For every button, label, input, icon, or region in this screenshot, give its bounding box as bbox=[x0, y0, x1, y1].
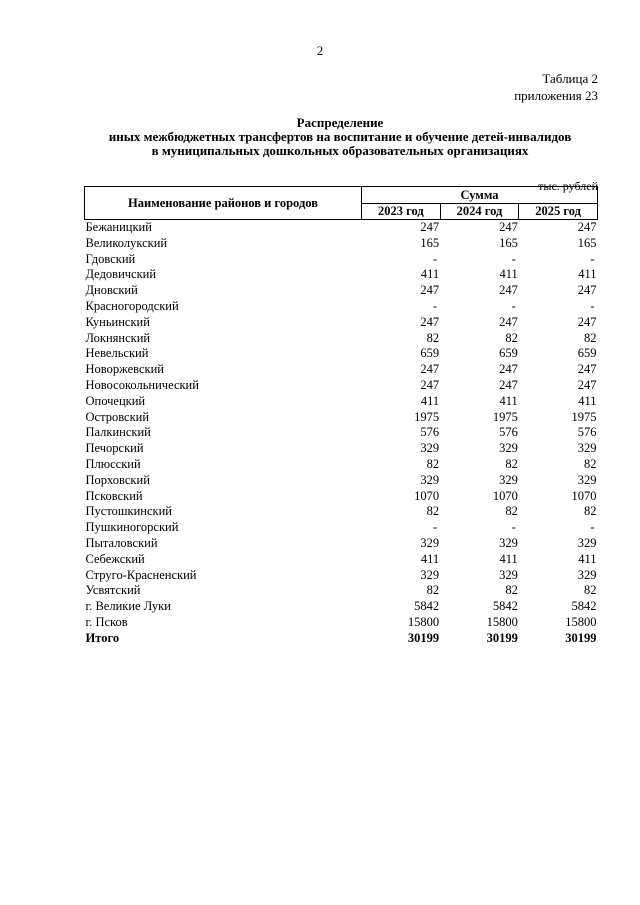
amount-cell: 30199 bbox=[486, 630, 518, 645]
amount-cell: 411 bbox=[420, 551, 440, 566]
amount-cell: 82 bbox=[584, 330, 597, 345]
amount-cell: 247 bbox=[499, 283, 518, 298]
amount-cell: 329 bbox=[420, 535, 440, 550]
district-name: Локнянский bbox=[85, 330, 151, 345]
amount-cell: 659 bbox=[577, 346, 597, 361]
district-name: Дновский bbox=[85, 283, 138, 298]
amount-cell: 247 bbox=[577, 220, 597, 234]
amount-cell: 82 bbox=[505, 456, 518, 471]
table-row bbox=[85, 283, 598, 299]
district-name: Пыталовский bbox=[85, 535, 158, 550]
amount-cell: 247 bbox=[420, 314, 440, 329]
amount-cell: 329 bbox=[499, 535, 518, 550]
district-name: Невельский bbox=[85, 346, 149, 361]
amount-cell: 247 bbox=[420, 362, 440, 377]
amount-cell: 411 bbox=[499, 267, 518, 282]
header-sum: Сумма bbox=[362, 187, 598, 204]
district-name: г. Великие Луки bbox=[85, 599, 171, 614]
amount-cell: 247 bbox=[577, 377, 597, 392]
table-row bbox=[85, 489, 598, 505]
amount-cell: 1975 bbox=[414, 409, 440, 424]
table-total-row bbox=[85, 631, 598, 647]
amount-cell: 82 bbox=[584, 456, 597, 471]
amount-cell: 5842 bbox=[414, 599, 440, 614]
table-row bbox=[85, 378, 598, 394]
district-name: Струго-Красненский bbox=[85, 567, 197, 582]
amount-cell: 82 bbox=[505, 504, 518, 519]
district-name: Дедовичский bbox=[85, 267, 157, 282]
amount-cell: 411 bbox=[499, 551, 518, 566]
table-row bbox=[85, 315, 598, 331]
amount-cell: 411 bbox=[578, 551, 597, 566]
amount-cell: 15800 bbox=[565, 614, 597, 629]
document-title bbox=[60, 116, 620, 158]
table-ref-line-2: приложения 23 bbox=[514, 88, 598, 103]
amount-cell: 247 bbox=[577, 314, 597, 329]
amount-cell: 329 bbox=[420, 567, 440, 582]
amount-cell: 576 bbox=[499, 425, 518, 440]
table-row bbox=[85, 615, 598, 631]
amount-cell: 1070 bbox=[571, 488, 597, 503]
amount-cell: 247 bbox=[499, 377, 518, 392]
amount-cell: - bbox=[511, 298, 516, 313]
total-label: Итого bbox=[85, 630, 120, 645]
table-row bbox=[85, 583, 598, 599]
amount-cell: - bbox=[590, 298, 595, 313]
table-row bbox=[85, 552, 598, 568]
district-name: Гдовский bbox=[85, 251, 136, 266]
allocation-table bbox=[84, 186, 598, 647]
district-name: Псковский bbox=[85, 488, 143, 503]
table-row bbox=[85, 410, 598, 426]
amount-cell: 82 bbox=[584, 583, 597, 598]
amount-cell: 329 bbox=[577, 441, 597, 456]
table-row bbox=[85, 331, 598, 347]
amount-cell: - bbox=[432, 251, 438, 266]
amount-cell: 82 bbox=[584, 504, 597, 519]
amount-cell: 82 bbox=[426, 330, 440, 345]
amount-cell: 329 bbox=[420, 441, 440, 456]
district-name: Порховский bbox=[85, 472, 150, 487]
district-name: Новоржевский bbox=[85, 362, 164, 377]
amount-cell: 329 bbox=[499, 441, 518, 456]
amount-cell: 411 bbox=[578, 393, 597, 408]
table-row bbox=[85, 473, 598, 489]
amount-cell: 5842 bbox=[571, 599, 597, 614]
table-reference bbox=[514, 70, 598, 104]
amount-cell: 247 bbox=[499, 314, 518, 329]
district-name: Палкинский bbox=[85, 425, 151, 440]
amount-cell: 329 bbox=[577, 535, 597, 550]
title-line-2: иных межбюджетных трансфертов на воспитание и обучение детей-инвалидов bbox=[108, 129, 572, 144]
district-name: Печорский bbox=[85, 441, 144, 456]
header-year-2024: 2024 год bbox=[440, 204, 519, 220]
amount-cell: 247 bbox=[499, 362, 518, 377]
amount-cell: 329 bbox=[577, 472, 597, 487]
table-row bbox=[85, 568, 598, 584]
amount-cell: - bbox=[511, 251, 516, 266]
table-row bbox=[85, 504, 598, 520]
title-line-3: в муниципальных дошкольных образовательных организациях bbox=[151, 143, 529, 158]
amount-cell: 411 bbox=[578, 267, 597, 282]
amount-cell: - bbox=[432, 298, 438, 313]
amount-cell: 15800 bbox=[486, 614, 518, 629]
table-row bbox=[85, 520, 598, 536]
table-row bbox=[85, 599, 598, 615]
title-line-1: Распределение bbox=[296, 115, 384, 130]
amount-cell: 411 bbox=[420, 393, 440, 408]
table-row bbox=[85, 425, 598, 441]
amount-cell: 1070 bbox=[414, 488, 440, 503]
amount-cell: 165 bbox=[420, 235, 440, 250]
district-name: г. Псков bbox=[85, 614, 128, 629]
amount-cell: 247 bbox=[420, 283, 440, 298]
units-label: тыс. рублей bbox=[538, 179, 598, 193]
amount-cell: 15800 bbox=[407, 614, 440, 629]
district-name: Плюсский bbox=[85, 456, 141, 471]
table-row bbox=[85, 457, 598, 473]
amount-cell: 247 bbox=[577, 362, 597, 377]
table-row bbox=[85, 267, 598, 283]
district-name: Новосокольнический bbox=[85, 377, 199, 392]
amount-cell: 1975 bbox=[571, 409, 597, 424]
amount-cell: 30199 bbox=[565, 630, 597, 645]
amount-cell: 329 bbox=[499, 472, 518, 487]
district-name: Красногородский bbox=[85, 298, 179, 313]
district-name: Великолукский bbox=[85, 235, 168, 250]
amount-cell: 411 bbox=[499, 393, 518, 408]
amount-cell: - bbox=[590, 251, 595, 266]
amount-cell: 82 bbox=[426, 456, 440, 471]
table-row bbox=[85, 346, 598, 362]
amount-cell: - bbox=[432, 520, 438, 535]
amount-cell: 165 bbox=[499, 235, 518, 250]
table-row bbox=[85, 299, 598, 315]
header-year-2025: 2025 год bbox=[519, 204, 598, 220]
amount-cell: 1070 bbox=[492, 488, 518, 503]
table-row bbox=[85, 252, 598, 268]
amount-cell: - bbox=[511, 520, 516, 535]
amount-cell: 247 bbox=[499, 220, 518, 234]
amount-cell: 30199 bbox=[407, 630, 440, 645]
table-ref-line-1: Таблица 2 bbox=[542, 71, 598, 86]
amount-cell: 247 bbox=[420, 220, 440, 234]
amount-cell: 82 bbox=[505, 583, 518, 598]
table-row bbox=[85, 536, 598, 552]
page-number: 2 bbox=[316, 43, 324, 58]
district-name: Опочецкий bbox=[85, 393, 146, 408]
amount-cell: 659 bbox=[499, 346, 518, 361]
district-name: Бежаницкий bbox=[85, 220, 152, 234]
amount-cell: 247 bbox=[577, 283, 597, 298]
table-row bbox=[85, 236, 598, 252]
amount-cell: 576 bbox=[577, 425, 597, 440]
amount-cell: 1975 bbox=[492, 409, 518, 424]
table-row bbox=[85, 362, 598, 378]
amount-cell: 329 bbox=[499, 567, 518, 582]
amount-cell: 82 bbox=[426, 504, 440, 519]
district-name: Себежский bbox=[85, 551, 145, 566]
amount-cell: 165 bbox=[577, 235, 597, 250]
district-name: Усвятский bbox=[85, 583, 141, 598]
district-name: Пустошкинский bbox=[85, 504, 172, 519]
amount-cell: 329 bbox=[420, 472, 440, 487]
amount-cell: 329 bbox=[577, 567, 597, 582]
table-body bbox=[85, 220, 598, 647]
header-year-2023: 2023 год bbox=[362, 204, 441, 220]
table-row bbox=[85, 441, 598, 457]
amount-cell: 5842 bbox=[492, 599, 518, 614]
amount-cell: 247 bbox=[420, 377, 440, 392]
table-row bbox=[85, 394, 598, 410]
amount-cell: 411 bbox=[420, 267, 440, 282]
district-name: Пушкиногорский bbox=[85, 520, 179, 535]
district-name: Островский bbox=[85, 409, 150, 424]
amount-cell: - bbox=[590, 520, 595, 535]
amount-cell: 82 bbox=[426, 583, 440, 598]
header-name: Наименование районов и городов bbox=[85, 187, 362, 220]
amount-cell: 576 bbox=[420, 425, 440, 440]
amount-cell: 82 bbox=[505, 330, 518, 345]
table-row bbox=[85, 220, 598, 236]
district-name: Куньинский bbox=[85, 314, 150, 329]
amount-cell: 659 bbox=[420, 346, 440, 361]
